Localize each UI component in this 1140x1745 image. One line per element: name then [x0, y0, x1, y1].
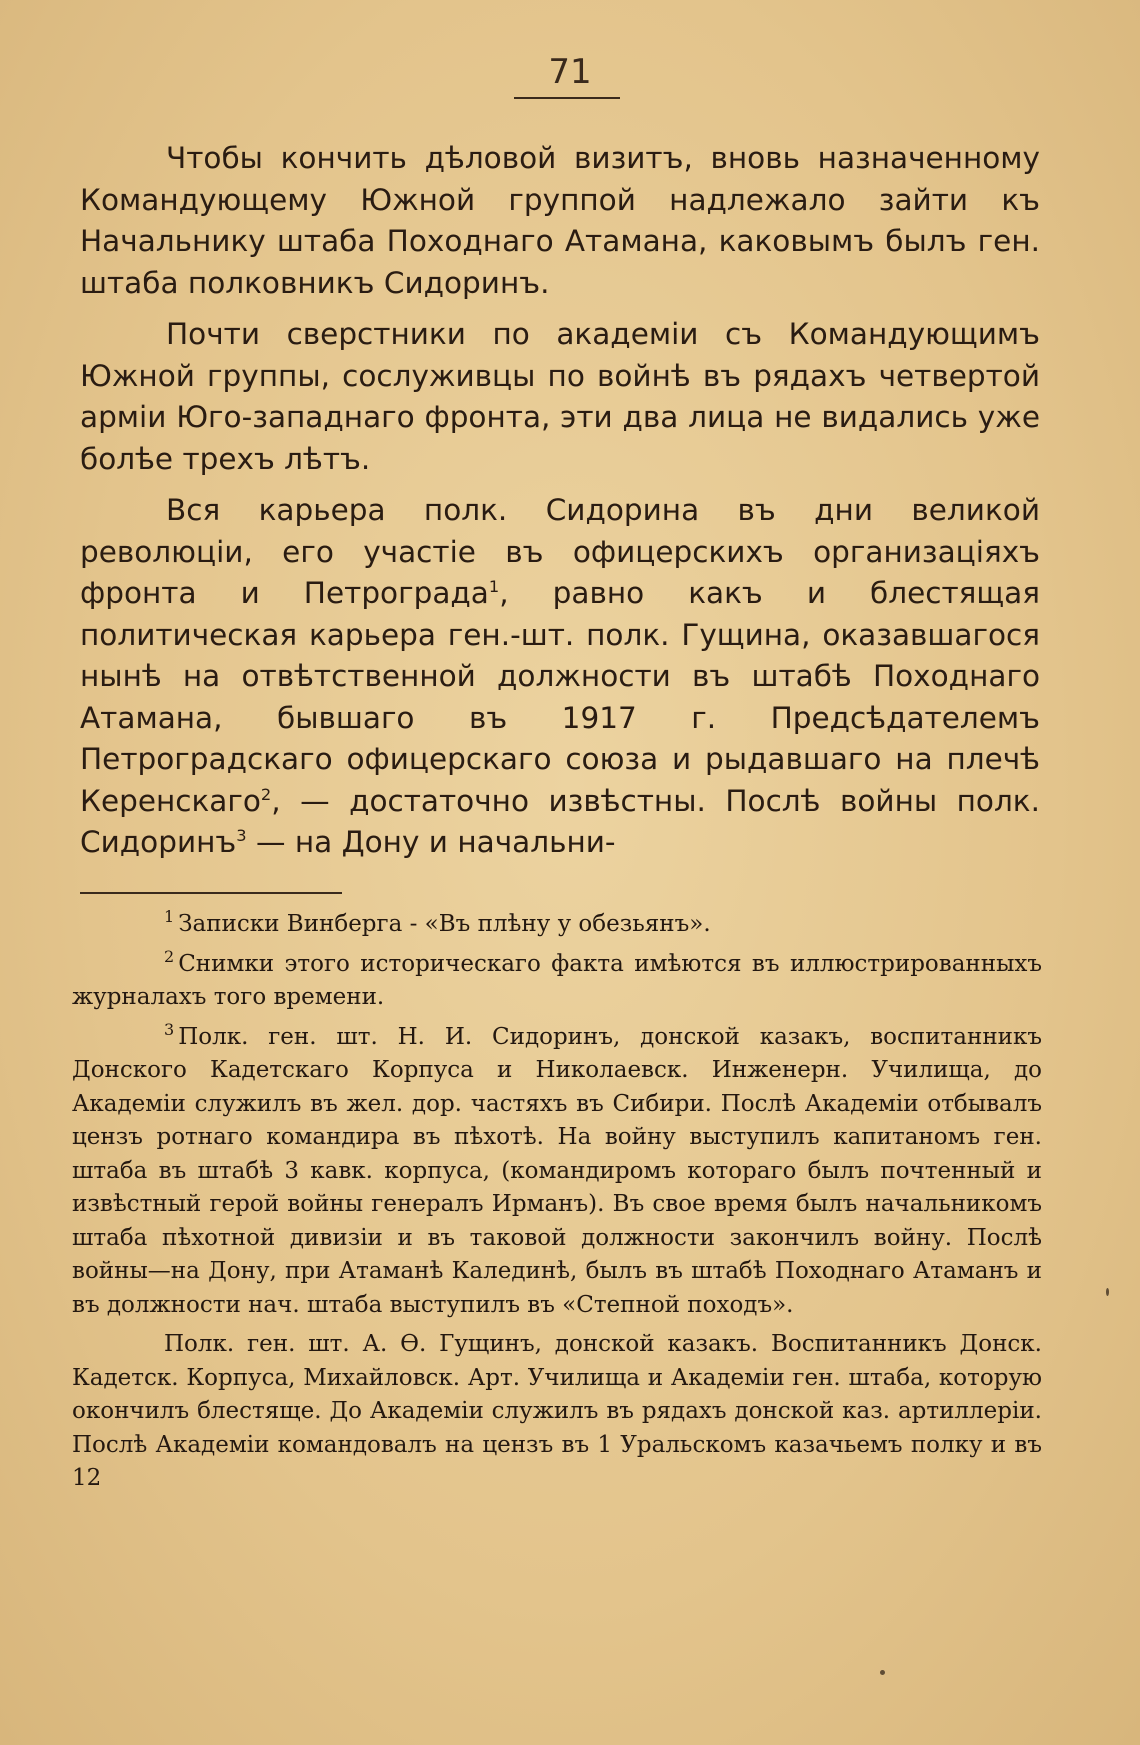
paragraph-3-part-4: — на Дону и начальни-	[246, 825, 616, 859]
paragraph-3-part-2: , равно какъ и блестящая политическая карьера ген.-шт. полк. Гущина, оказавшагося нынѣ на отвѣтственной должности въ штабѣ Походнаго Атамана, бывшаго въ 1917 г. Предсѣдателемъ Петроградскаго офицерскаго союза и рыдавшаго на плечѣ Керенскаго	[80, 576, 1040, 818]
ink-speck	[880, 1670, 885, 1675]
footnote-3-continuation-text: Полк. ген. шт. А. Ѳ. Гущинъ, донской казакъ. Воспитанникъ Донск. Кадетск. Корпуса, Михайловск. Арт. Училища и Академіи ген. штаба, которую окончилъ блестяще. До Академіи служилъ въ рядахъ донской каз. артиллеріи. Послѣ Академіи командовалъ на цензъ въ 1 Уральскомъ казачьемъ полку и въ 12	[72, 1331, 1042, 1491]
footnote-2-text: Снимки этого историческаго факта имѣются въ иллюстрированныхъ журналахъ того времени.	[72, 950, 1042, 1010]
page-number: 71	[548, 52, 592, 92]
footnote-1-text: Записки Винберга - «Въ плѣну у обезьянъ».	[178, 911, 711, 937]
footnote-1	[72, 908, 1042, 942]
footnote-2-marker: 2	[164, 946, 175, 966]
main-text	[80, 138, 1040, 874]
footnote-ref-3: 3	[236, 826, 247, 846]
paragraph-3	[80, 490, 1040, 864]
footnote-rule	[80, 892, 342, 894]
page-number-rule	[514, 97, 620, 99]
paragraph-3-part-1: Вся карьера полк. Сидорина въ дни великой революціи, его участіе въ офицерскихъ организаціяхъ фронта и Петрограда	[80, 493, 1040, 610]
paragraph-3-part-3: , — достаточно извѣстны. Послѣ войны полк. Сидоринъ	[80, 783, 1040, 859]
footnote-3-marker: 3	[164, 1019, 175, 1039]
footnote-3	[72, 1021, 1042, 1323]
footnote-ref-2: 2	[260, 784, 272, 804]
footnote-1-marker: 1	[164, 907, 175, 927]
footnote-2	[72, 948, 1042, 1015]
paragraph-2: Почти сверстники по академіи съ Командующимъ Южной группы, сослуживцы по войнѣ въ рядахъ четвертой арміи Юго-западнаго фронта, эти два лица не видались уже болѣе трехъ лѣтъ.	[80, 317, 1040, 476]
footnote-ref-1: 1	[488, 577, 500, 597]
footnote-3-text: Полк. ген. шт. Н. И. Сидоринъ, донской казакъ, воспитанникъ Донского Кадетскаго Корпуса и Николаевск. Инженерн. Училища, до Академіи служилъ въ жел. дор. частяхъ въ Сибири. Послѣ Академіи отбывалъ цензъ ротнаго командира въ пѣхотѣ. На войну выступилъ капитаномъ ген. штаба въ штабѣ 3 кавк. корпуса, (командиромъ котораго былъ почтенный и извѣстный герой войны генералъ Ирманъ). Въ свое время былъ начальникомъ штаба пѣхотной дивизіи и въ таковой должности закончилъ войну. Послѣ войны—на Дону, при Атаманѣ Калединѣ, былъ въ штабѣ Походнаго Атаманъ и въ должности нач. штаба выступилъ въ «Степной походъ».	[72, 1023, 1042, 1318]
paragraph-1: Чтобы кончить дѣловой визитъ, вновь назначенному Командующему Южной группой надлежало зайти къ Начальнику штаба Походнаго Атамана, каковымъ былъ ген. штаба полковникъ Сидоринъ.	[80, 141, 1040, 300]
ink-speck	[1106, 1288, 1109, 1296]
footnote-3-continuation	[72, 1328, 1042, 1496]
footnotes	[72, 908, 1042, 1502]
